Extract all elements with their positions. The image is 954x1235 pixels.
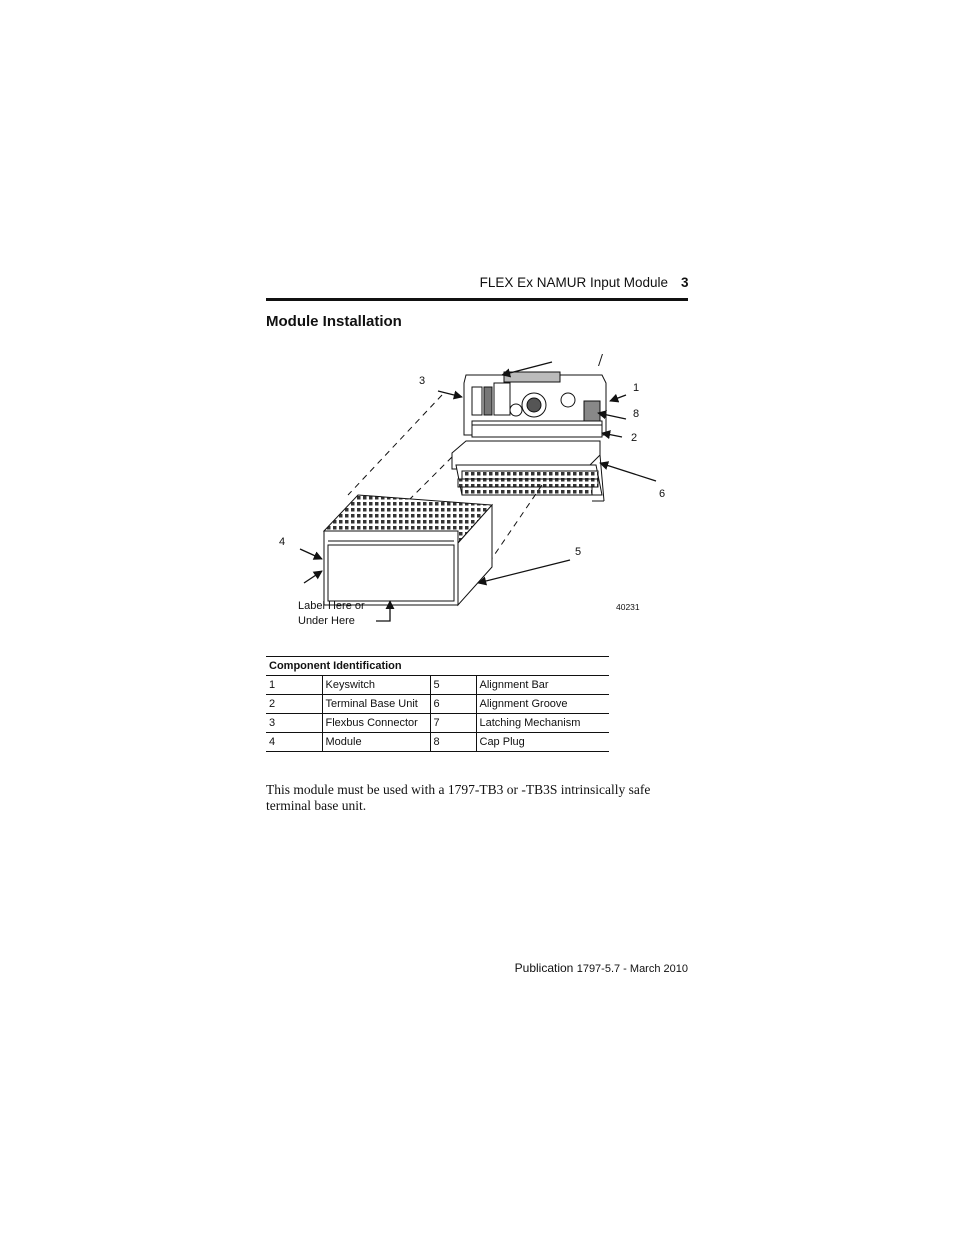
item-number: 6 (430, 695, 476, 714)
callout-3: 3 (419, 375, 426, 387)
header-rule (266, 298, 688, 301)
module-body (324, 495, 492, 605)
label-note-line2: Under Here (298, 615, 355, 627)
item-name: Flexbus Connector (322, 714, 430, 733)
item-number: 5 (430, 676, 476, 695)
item-number: 1 (266, 676, 322, 695)
table-row (266, 695, 609, 714)
page-header-title: FLEX Ex NAMUR Input Module (479, 275, 668, 290)
item-name: Alignment Bar (476, 676, 609, 695)
item-name: Module (322, 733, 430, 752)
callout-2: 2 (631, 432, 638, 444)
item-name: Terminal Base Unit (322, 695, 430, 714)
footer-label: Publication (514, 961, 574, 975)
callout-1: 1 (633, 382, 640, 394)
terminal-base-unit (452, 372, 606, 501)
label-note-line1: Label Here or (298, 600, 365, 612)
table-row (266, 676, 609, 695)
body-paragraph: This module must be used with a 1797-TB3 or -TB3S intrinsically safe terminal base unit. (266, 781, 651, 813)
item-name: Latching Mechanism (476, 714, 609, 733)
callout-8: 8 (633, 408, 640, 420)
table-row (266, 714, 609, 733)
module-installation-figure (266, 345, 688, 645)
publication-number: 1797-5.7 - March 2010 (576, 963, 688, 975)
item-number: 7 (430, 714, 476, 733)
item-number: 3 (266, 714, 322, 733)
component-identification-table (266, 656, 609, 752)
figure-id: 40231 (616, 602, 640, 612)
item-name: Alignment Groove (476, 695, 609, 714)
callout-6: 6 (659, 488, 666, 500)
callout-5: 5 (575, 546, 582, 558)
table-row (266, 733, 609, 752)
label-note (298, 599, 365, 629)
callout-4: 4 (279, 536, 286, 548)
table-title: Component Identification (266, 657, 609, 676)
page-number: 3 (681, 275, 689, 290)
table-header-row (266, 657, 609, 676)
item-number: 2 (266, 695, 322, 714)
section-heading: Module Installation (266, 313, 402, 330)
page-footer (515, 961, 688, 975)
item-name: Cap Plug (476, 733, 609, 752)
item-number: 8 (430, 733, 476, 752)
item-number: 4 (266, 733, 322, 752)
item-name: Keyswitch (322, 676, 430, 695)
